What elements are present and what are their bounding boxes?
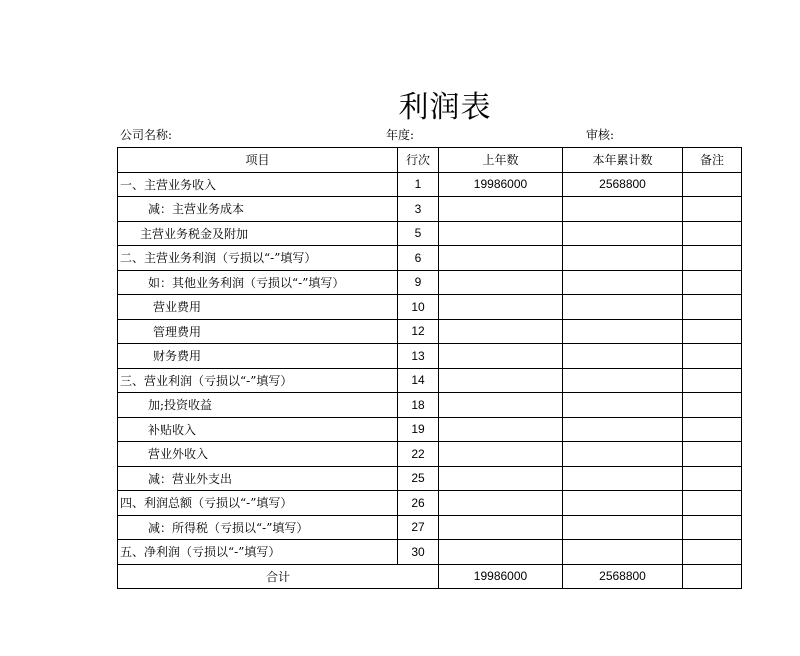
row-line: 5 [398,221,439,246]
row-note [683,344,742,369]
row-cumulative: 2568800 [563,172,683,197]
row-line: 18 [398,393,439,418]
row-prev-year [439,319,563,344]
table-row [118,344,742,369]
table-row [118,172,742,197]
table-row [118,270,742,295]
row-line: 12 [398,319,439,344]
row-note [683,540,742,565]
row-cumulative [563,442,683,467]
row-prev-year [439,368,563,393]
report-title: 利润表 [398,90,492,125]
table-row [118,246,742,271]
audit-label: 审核: [586,128,615,142]
row-cumulative [563,393,683,418]
header-line: 行次 [398,148,439,173]
table-row [118,221,742,246]
header-prev-year: 上年数 [439,148,563,173]
row-cumulative [563,466,683,491]
row-item: 管理费用 [118,319,398,344]
row-note [683,491,742,516]
row-note [683,393,742,418]
row-note [683,295,742,320]
row-line: 10 [398,295,439,320]
row-cumulative [563,295,683,320]
row-prev-year [439,270,563,295]
row-line: 19 [398,417,439,442]
row-prev-year [439,295,563,320]
row-item: 三、营业利润（亏损以“-”填写） [118,368,398,393]
table-row [118,393,742,418]
row-note [683,368,742,393]
total-row [118,564,742,589]
row-cumulative [563,197,683,222]
row-item: 减：主营业务成本 [118,197,398,222]
row-prev-year [439,246,563,271]
row-prev-year [439,491,563,516]
row-item: 减：营业外支出 [118,466,398,491]
row-note [683,221,742,246]
row-item: 财务费用 [118,344,398,369]
row-cumulative [563,344,683,369]
table-row [118,515,742,540]
table-row [118,442,742,467]
row-item: 一、主营业务收入 [118,172,398,197]
row-note [683,197,742,222]
row-item: 减：所得税（亏损以“-”填写） [118,515,398,540]
row-item: 如：其他业务利润（亏损以“-”填写） [118,270,398,295]
row-cumulative [563,368,683,393]
row-note [683,417,742,442]
row-item: 二、主营业务利润（亏损以“-”填写） [118,246,398,271]
row-line: 30 [398,540,439,565]
total-label: 合计 [118,564,439,589]
row-line: 25 [398,466,439,491]
row-prev-year [439,344,563,369]
row-item: 营业外收入 [118,442,398,467]
row-prev-year: 19986000 [439,172,563,197]
row-cumulative [563,417,683,442]
row-note [683,270,742,295]
header-note: 备注 [683,148,742,173]
row-cumulative [563,540,683,565]
row-cumulative [563,246,683,271]
row-prev-year [439,515,563,540]
row-note [683,442,742,467]
table-row [118,540,742,565]
row-cumulative [563,515,683,540]
row-item: 补贴收入 [118,417,398,442]
row-prev-year [439,221,563,246]
row-item: 主营业务税金及附加 [118,221,398,246]
year-label: 年度: [386,128,415,142]
row-item: 四、利润总额（亏损以“-”填写） [118,491,398,516]
row-cumulative [563,319,683,344]
row-prev-year [439,540,563,565]
row-prev-year [439,417,563,442]
row-prev-year [439,197,563,222]
row-note [683,319,742,344]
row-prev-year [439,466,563,491]
row-note [683,246,742,271]
header-cumulative: 本年累计数 [563,148,683,173]
company-name-label: 公司名称: [120,128,173,142]
row-line: 9 [398,270,439,295]
table-row [118,491,742,516]
row-cumulative [563,270,683,295]
row-note [683,466,742,491]
row-item: 加;投资收益 [118,393,398,418]
row-line: 3 [398,197,439,222]
row-line: 26 [398,491,439,516]
table-row [118,295,742,320]
table-row [118,197,742,222]
table-row [118,466,742,491]
row-prev-year [439,442,563,467]
total-cumulative: 2568800 [563,564,683,589]
header-row [118,148,742,173]
income-statement-table [117,147,742,589]
row-line: 6 [398,246,439,271]
header-item: 项目 [118,148,398,173]
row-cumulative [563,491,683,516]
row-cumulative [563,221,683,246]
row-line: 13 [398,344,439,369]
row-line: 27 [398,515,439,540]
row-item: 营业费用 [118,295,398,320]
row-note [683,515,742,540]
row-line: 22 [398,442,439,467]
table-row [118,368,742,393]
row-prev-year [439,393,563,418]
row-note [683,172,742,197]
total-note [683,564,742,589]
row-item: 五、净利润（亏损以“-”填写） [118,540,398,565]
row-line: 1 [398,172,439,197]
total-prev-year: 19986000 [439,564,563,589]
table-row [118,319,742,344]
table-row [118,417,742,442]
row-line: 14 [398,368,439,393]
